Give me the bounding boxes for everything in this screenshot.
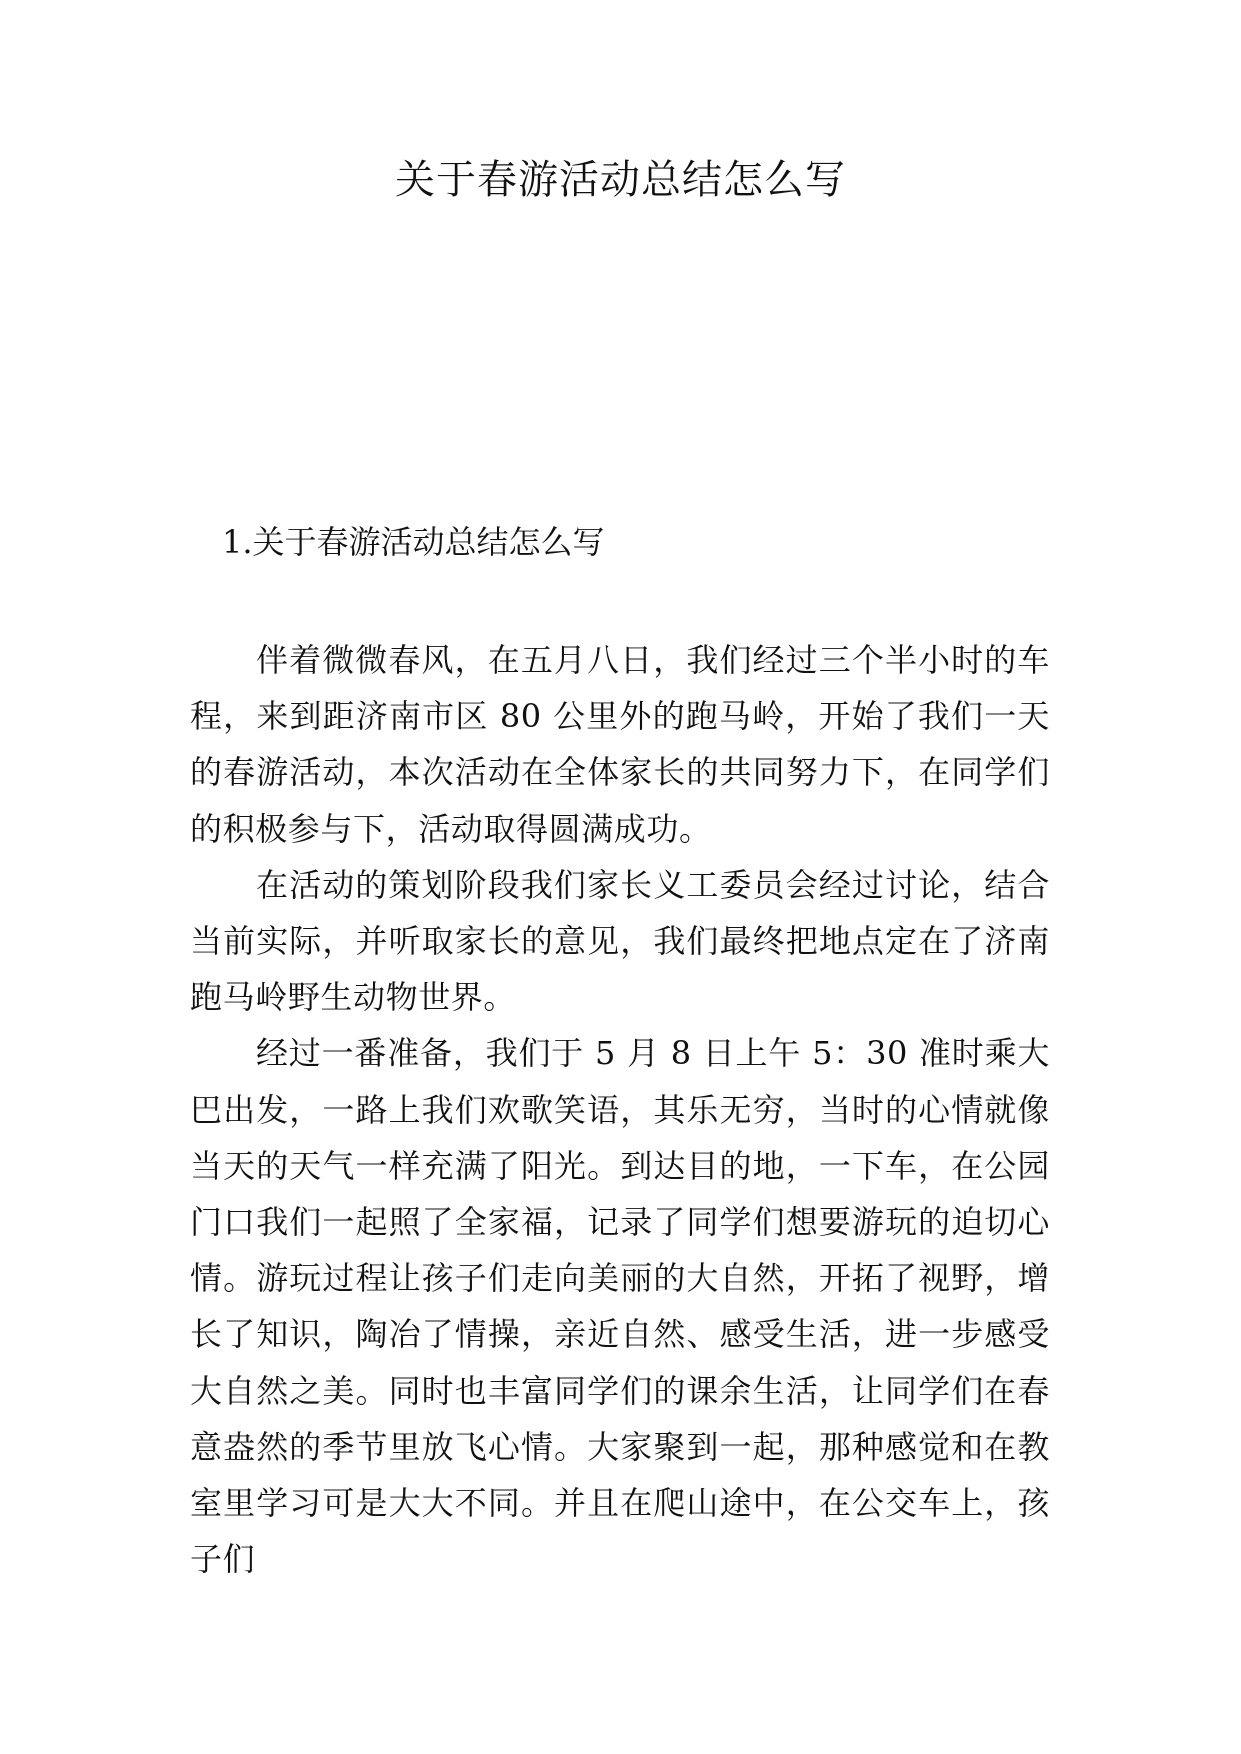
body-text xyxy=(190,632,1050,1587)
page-title: 关于春游活动总结怎么写 xyxy=(395,157,846,203)
paragraph: 伴着微微春风，在五月八日，我们经过三个半小时的车程，来到距济南市区 80 公里外的跑马岭，开始了我们一天的春游活动，本次活动在全体家长的共同努力下，在同学们的积极参与下，活动取得圆满成功。 xyxy=(190,641,1050,848)
paragraph: 在活动的策划阶段我们家长义工委员会经过讨论，结合当前实际，并听取家长的意见，我们最终把地点定在了济南跑马岭野生动物世界。 xyxy=(190,865,1050,1017)
paragraph: 经过一番准备，我们于 5 月 8 日上午 5：30 准时乘大巴出发，一路上我们欢歌笑语，其乐无穷，当时的心情就像当天的天气一样充满了阳光。到达目的地，一下车，在公园门口我们一起照了全家福，记录了同学们想要游玩的迫切心情。游玩过程让孩子们走向美丽的大自然，开拓了视野，增长了知识，陶冶了情操，亲近自然、感受生活，进一步感受大自然之美。同时也丰富同学们的课余生活，让同学们在春意盎然的季节里放飞心情。大家聚到一起，那种感觉和在教室里学习可是大大不同。并且在爬山途中，在公交车上，孩子们 xyxy=(190,1034,1050,1579)
section-heading: 1.关于春游活动总结怎么写 xyxy=(222,523,605,561)
